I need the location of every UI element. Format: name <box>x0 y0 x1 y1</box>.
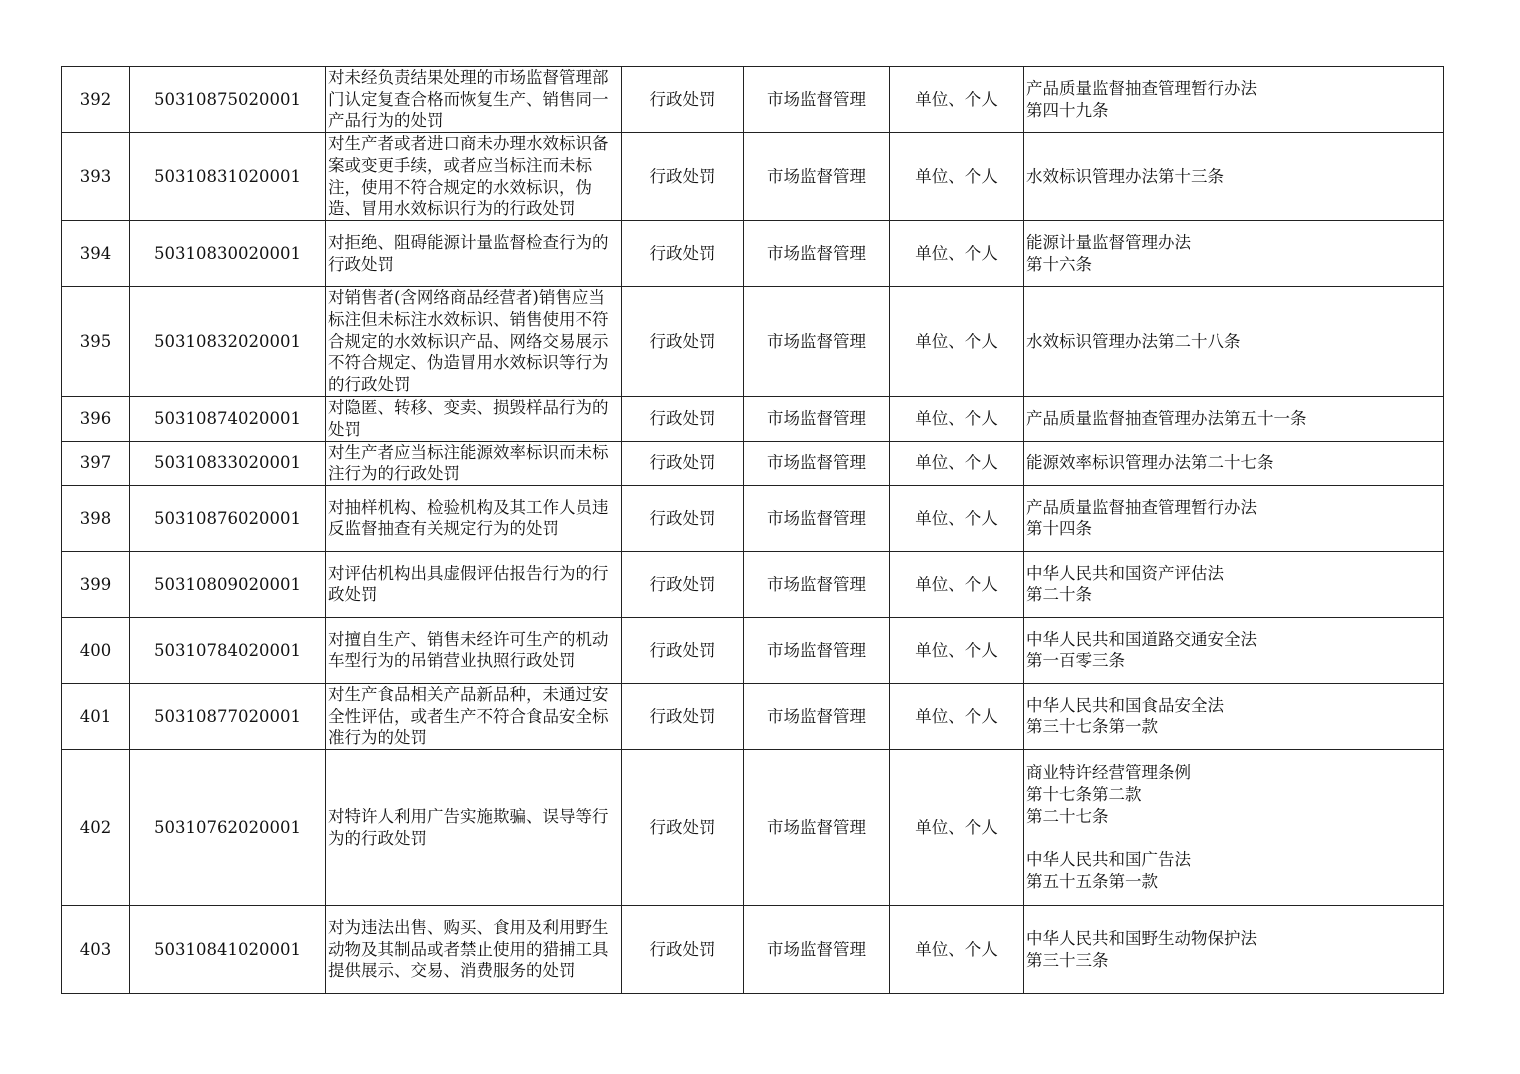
applicable-subject: 单位、个人 <box>890 221 1024 287</box>
row-number: 403 <box>62 906 130 994</box>
item-name: 对生产者或者进口商未办理水效标识备案或变更手续，或者应当标注而未标注，使用不符合规定的水效标识，伪造、冒用水效标识行为的行政处罚 <box>326 133 622 221</box>
item-name: 对生产食品相关产品新品种，未通过安全性评估，或者生产不符合食品安全标准行为的处罚 <box>326 683 622 749</box>
department: 市场监督管理 <box>744 551 890 617</box>
item-code: 50310877020001 <box>130 683 326 749</box>
item-name: 对生产者应当标注能源效率标识而未标注行为的行政处罚 <box>326 441 622 485</box>
legal-basis-line: 中华人民共和国野生动物保护法 <box>1026 928 1257 948</box>
row-number: 402 <box>62 750 130 906</box>
table-row <box>62 750 1444 906</box>
row-number: 395 <box>62 287 130 397</box>
legal-basis-line: 能源计量监督管理办法 <box>1026 232 1191 252</box>
legal-basis-line: 第十七条第二款 <box>1026 785 1142 805</box>
legal-basis <box>1024 441 1444 485</box>
item-code: 50310841020001 <box>130 906 326 994</box>
row-number: 401 <box>62 683 130 749</box>
item-name: 对擅自生产、销售未经许可生产的机动车型行为的吊销营业执照行政处罚 <box>326 617 622 683</box>
row-number: 394 <box>62 221 130 287</box>
legal-basis-line: 第二十七条 <box>1026 806 1109 826</box>
item-name: 对销售者(含网络商品经营者)销售应当标注但未标注水效标识、销售使用不符合规定的水效标识产品、网络交易展示不符合规定、伪造冒用水效标识等行为的行政处罚 <box>326 287 622 397</box>
applicable-subject: 单位、个人 <box>890 133 1024 221</box>
table-row <box>62 221 1444 287</box>
legal-basis-line: 水效标识管理办法第十三条 <box>1026 166 1224 186</box>
applicable-subject: 单位、个人 <box>890 397 1024 441</box>
item-type: 行政处罚 <box>622 441 744 485</box>
department: 市场监督管理 <box>744 133 890 221</box>
legal-basis <box>1024 67 1444 133</box>
item-name: 对拒绝、阻碍能源计量监督检查行为的行政处罚 <box>326 221 622 287</box>
table-body <box>62 67 1444 994</box>
applicable-subject: 单位、个人 <box>890 906 1024 994</box>
legal-basis <box>1024 397 1444 441</box>
item-type: 行政处罚 <box>622 397 744 441</box>
table-row <box>62 906 1444 994</box>
table-row <box>62 617 1444 683</box>
legal-basis-line: 第三十三条 <box>1026 950 1109 970</box>
enforcement-items-table <box>61 66 1444 994</box>
legal-basis-line: 能源效率标识管理办法第二十七条 <box>1026 453 1274 473</box>
table-row <box>62 441 1444 485</box>
legal-basis-line: 中华人民共和国道路交通安全法 <box>1026 629 1257 649</box>
item-type: 行政处罚 <box>622 67 744 133</box>
legal-basis-line: 第四十九条 <box>1026 100 1109 120</box>
legal-basis <box>1024 683 1444 749</box>
legal-basis <box>1024 287 1444 397</box>
department: 市场监督管理 <box>744 750 890 906</box>
table-row <box>62 485 1444 551</box>
department: 市场监督管理 <box>744 906 890 994</box>
legal-basis-line: 第十六条 <box>1026 254 1092 274</box>
row-number: 393 <box>62 133 130 221</box>
department: 市场监督管理 <box>744 221 890 287</box>
legal-basis <box>1024 221 1444 287</box>
row-number: 400 <box>62 617 130 683</box>
item-code: 50310832020001 <box>130 287 326 397</box>
legal-basis <box>1024 133 1444 221</box>
table-row <box>62 133 1444 221</box>
item-type: 行政处罚 <box>622 485 744 551</box>
legal-basis <box>1024 485 1444 551</box>
item-name: 对抽样机构、检验机构及其工作人员违反监督抽查有关规定行为的处罚 <box>326 485 622 551</box>
legal-basis-line: 产品质量监督抽查管理暂行办法 <box>1026 78 1257 98</box>
row-number: 398 <box>62 485 130 551</box>
row-number: 392 <box>62 67 130 133</box>
legal-basis-line: 第一百零三条 <box>1026 651 1125 671</box>
table-row <box>62 67 1444 133</box>
applicable-subject: 单位、个人 <box>890 485 1024 551</box>
legal-basis-spacer <box>1026 828 1441 850</box>
applicable-subject: 单位、个人 <box>890 617 1024 683</box>
department: 市场监督管理 <box>744 441 890 485</box>
item-code: 50310831020001 <box>130 133 326 221</box>
legal-basis-line: 第二十条 <box>1026 585 1092 605</box>
row-number: 397 <box>62 441 130 485</box>
legal-basis-line: 中华人民共和国食品安全法 <box>1026 695 1224 715</box>
item-code: 50310876020001 <box>130 485 326 551</box>
item-type: 行政处罚 <box>622 287 744 397</box>
item-type: 行政处罚 <box>622 906 744 994</box>
legal-basis-line: 第三十七条第一款 <box>1026 717 1158 737</box>
item-name: 对评估机构出具虚假评估报告行为的行政处罚 <box>326 551 622 617</box>
department: 市场监督管理 <box>744 397 890 441</box>
item-type: 行政处罚 <box>622 551 744 617</box>
item-name: 对特许人利用广告实施欺骗、误导等行为的行政处罚 <box>326 750 622 906</box>
legal-basis-line: 商业特许经营管理条例 <box>1026 763 1191 783</box>
table-row <box>62 551 1444 617</box>
legal-basis <box>1024 750 1444 906</box>
row-number: 399 <box>62 551 130 617</box>
table-row <box>62 683 1444 749</box>
table-row <box>62 397 1444 441</box>
department: 市场监督管理 <box>744 287 890 397</box>
legal-basis-line: 产品质量监督抽查管理办法第五十一条 <box>1026 408 1307 428</box>
legal-basis-line: 中华人民共和国广告法 <box>1026 850 1191 870</box>
legal-basis-line: 产品质量监督抽查管理暂行办法 <box>1026 497 1257 517</box>
legal-basis <box>1024 551 1444 617</box>
item-name: 对为违法出售、购买、食用及利用野生动物及其制品或者禁止使用的猎捕工具提供展示、交易、消费服务的处罚 <box>326 906 622 994</box>
legal-basis <box>1024 906 1444 994</box>
applicable-subject: 单位、个人 <box>890 287 1024 397</box>
applicable-subject: 单位、个人 <box>890 683 1024 749</box>
row-number: 396 <box>62 397 130 441</box>
applicable-subject: 单位、个人 <box>890 750 1024 906</box>
item-type: 行政处罚 <box>622 683 744 749</box>
item-type: 行政处罚 <box>622 221 744 287</box>
legal-basis-line: 水效标识管理办法第二十八条 <box>1026 331 1241 351</box>
item-type: 行政处罚 <box>622 617 744 683</box>
applicable-subject: 单位、个人 <box>890 67 1024 133</box>
department: 市场监督管理 <box>744 485 890 551</box>
department: 市场监督管理 <box>744 617 890 683</box>
legal-basis-line: 第五十五条第一款 <box>1026 871 1158 891</box>
item-code: 50310762020001 <box>130 750 326 906</box>
legal-basis-line: 中华人民共和国资产评估法 <box>1026 563 1224 583</box>
legal-basis-line: 第十四条 <box>1026 519 1092 539</box>
item-type: 行政处罚 <box>622 133 744 221</box>
item-code: 50310875020001 <box>130 67 326 133</box>
legal-basis <box>1024 617 1444 683</box>
item-code: 50310833020001 <box>130 441 326 485</box>
applicable-subject: 单位、个人 <box>890 441 1024 485</box>
item-name: 对未经负责结果处理的市场监督管理部门认定复查合格而恢复生产、销售同一产品行为的处罚 <box>326 67 622 133</box>
item-code: 50310874020001 <box>130 397 326 441</box>
item-code: 50310784020001 <box>130 617 326 683</box>
department: 市场监督管理 <box>744 683 890 749</box>
item-code: 50310830020001 <box>130 221 326 287</box>
applicable-subject: 单位、个人 <box>890 551 1024 617</box>
item-code: 50310809020001 <box>130 551 326 617</box>
item-type: 行政处罚 <box>622 750 744 906</box>
table-row <box>62 287 1444 397</box>
item-name: 对隐匿、转移、变卖、损毁样品行为的处罚 <box>326 397 622 441</box>
department: 市场监督管理 <box>744 67 890 133</box>
